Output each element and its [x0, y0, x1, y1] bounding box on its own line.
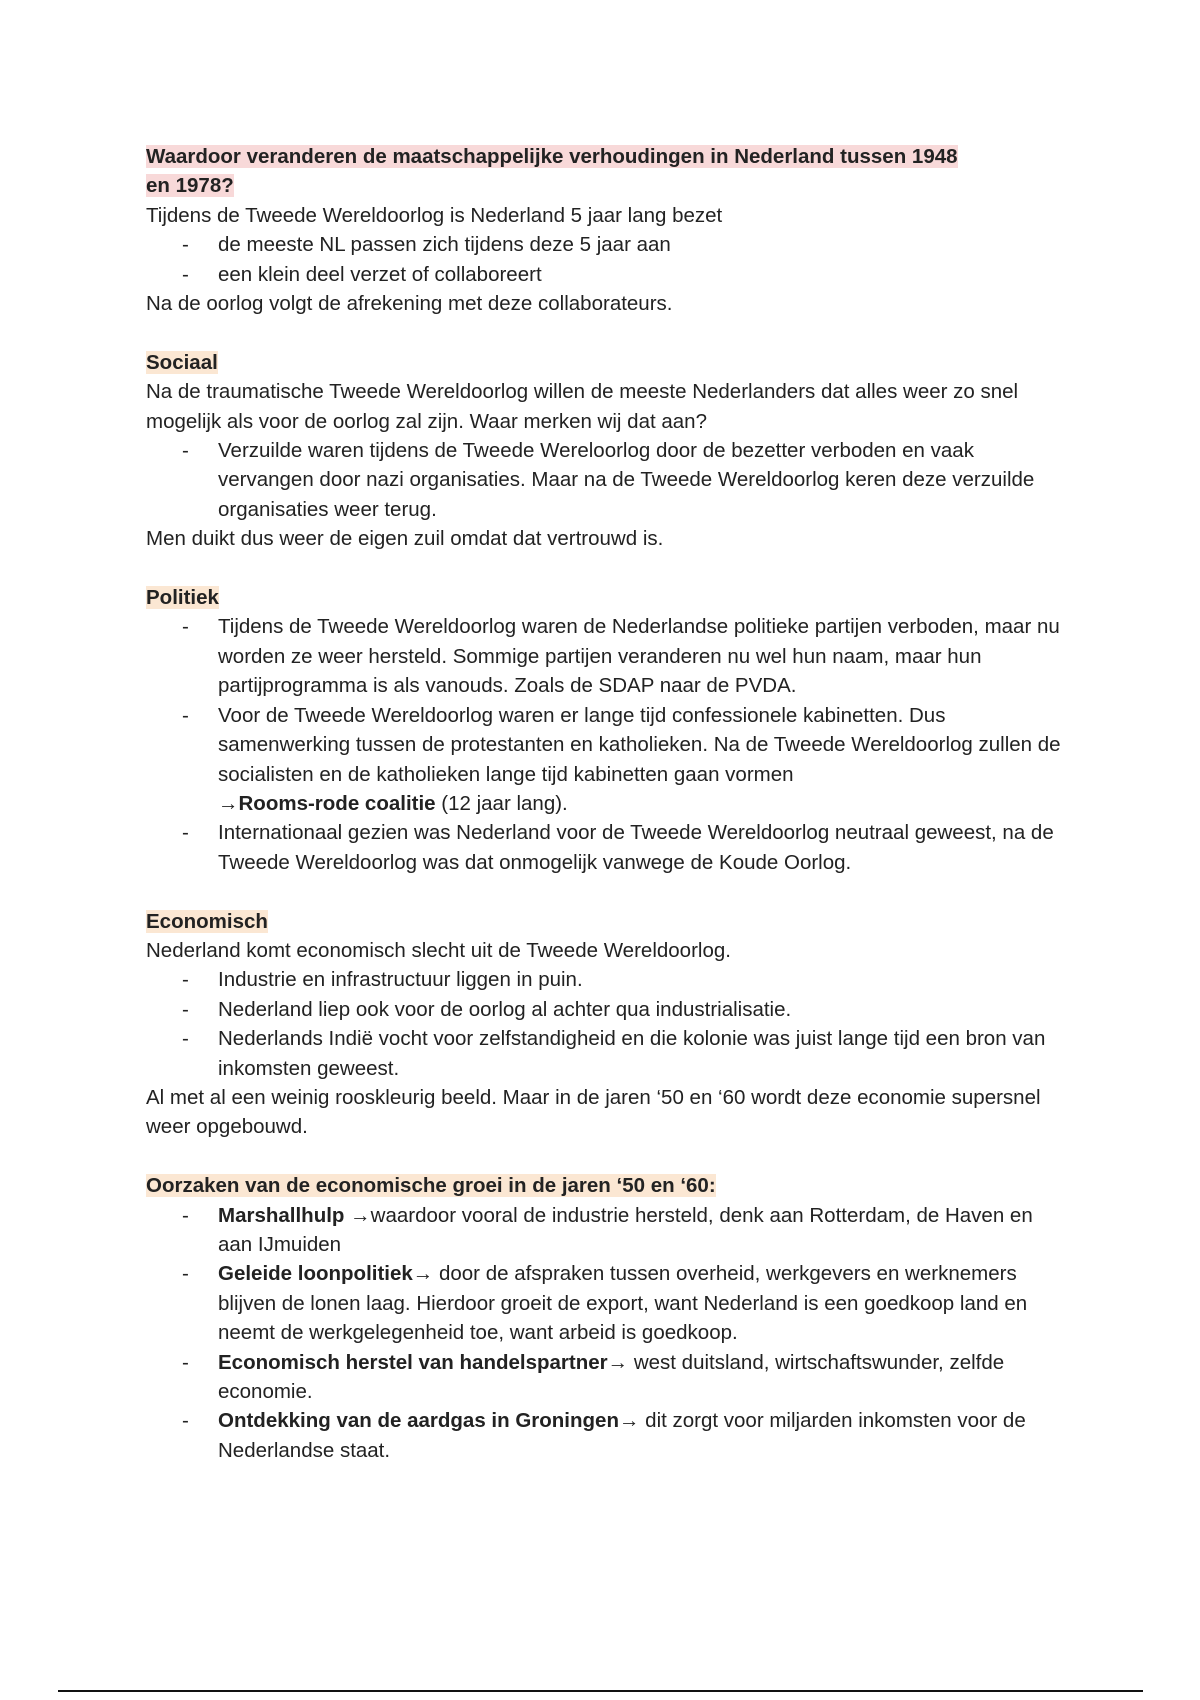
section-heading-politiek — [146, 583, 1066, 612]
list-item: - Internationaal gezien was Nederland voor de Tweede Wereldoorlog neutraal geweest, na de Tweede Wereldoorlog was dat onmogelijk vanwege de Koude Oorlog. — [146, 818, 1066, 877]
economisch-text: Nederland komt economisch slecht uit de Tweede Wereldoorlog. — [146, 938, 731, 962]
economisch-list — [146, 965, 1066, 1083]
title-line-2: en 1978? — [146, 174, 234, 198]
section-heading-economisch — [146, 907, 1066, 936]
item-bold: Economisch herstel van handelspartner — [218, 1350, 608, 1374]
sociaal-list — [146, 436, 1066, 524]
oorzaken-list — [146, 1201, 1066, 1466]
item-bold: Marshallhulp — [218, 1203, 345, 1227]
sociaal-text: Na de traumatische Tweede Wereldoorlog willen de meeste Nederlanders dat alles weer zo snel mogelijk als voor de oorlog zal zijn. Waar merken wij dat aan? — [146, 380, 1019, 433]
heading-text: Oorzaken van de economische groei in de jaren ‘50 en ‘60: — [146, 1174, 716, 1198]
list-item: - Industrie en infrastructuur liggen in puin. — [146, 965, 1066, 994]
heading-text: Sociaal — [146, 350, 218, 374]
list-item — [146, 1406, 1066, 1465]
item-bold: Ontdekking van de aardgas in Groningen — [218, 1409, 619, 1433]
title-line-1: Waardoor veranderen de maatschappelijke verhoudingen in Nederland tussen 1948 — [146, 145, 958, 168]
intro-text: Tijdens de Tweede Wereldoorlog is Nederland 5 jaar lang bezet — [146, 203, 723, 227]
page-bottom-divider — [58, 1690, 1143, 1692]
sociaal-outro: Men duikt dus weer de eigen zuil omdat dat vertrouwd is. — [146, 527, 664, 551]
section-heading-oorzaken — [146, 1171, 1066, 1200]
item-text: → west duitsland, wirtschaftswunder, zelfde economie. — [218, 1350, 1005, 1403]
item-text: → door de afspraken tussen overheid, werkgevers en werknemers blijven de lonen laag. Hierdoor groeit de export, want Nederland is een goedkoop land en neemt de werkgelegenheid toe, want arbeid is goedkoop. — [218, 1262, 1028, 1345]
heading-text: Economisch — [146, 909, 268, 933]
list-item: - Nederland liep ook voor de oorlog al achter qua industrialisatie. — [146, 995, 1066, 1024]
item-text: →waardoor vooral de industrie hersteld, denk aan Rotterdam, de Haven en aan IJmuiden — [218, 1203, 1033, 1256]
list-item — [146, 1201, 1066, 1260]
item-text: → dit zorgt voor miljarden inkomsten voor de Nederlandse staat. — [218, 1409, 1026, 1462]
list-item — [146, 1348, 1066, 1407]
item-tail: (12 jaar lang). — [435, 791, 568, 815]
list-item: - een klein deel verzet of collaboreert — [146, 260, 1066, 289]
list-item: - Nederlands Indië vocht voor zelfstandigheid en die kolonie was juist lange tijd een bron van inkomsten geweest. — [146, 1024, 1066, 1083]
intro-list — [146, 230, 1066, 289]
list-item: - Tijdens de Tweede Wereldoorlog waren de Nederlandse politieke partijen verboden, maar nu worden ze weer hersteld. Sommige partijen veranderen nu wel hun naam, maar hun partijprogramma is als vanouds. Zoals de SDAP naar de PVDA. — [146, 612, 1066, 700]
economisch-outro: Al met al een weinig rooskleurig beeld. Maar in de jaren ‘50 en ‘60 wordt deze economie supersnel weer opgebouwd. — [146, 1085, 1041, 1139]
list-item: - de meeste NL passen zich tijdens deze 5 jaar aan — [146, 230, 1066, 259]
list-item: - Verzuilde waren tijdens de Tweede Wereloorlog door de bezetter verboden en vaak vervangen door nazi organisaties. Maar na de Tweede Wereldoorlog keren deze verzuilde organisaties weer terug. — [146, 436, 1066, 524]
document-body — [146, 142, 1066, 1465]
section-heading-sociaal — [146, 348, 1066, 377]
list-item — [146, 701, 1066, 819]
item-bold: Geleide loonpolitiek — [218, 1262, 413, 1286]
page-title — [146, 142, 1066, 201]
item-text: Voor de Tweede Wereldoorlog waren er lange tijd confessionele kabinetten. Dus samenwerking tussen de protestanten en katholieken. Na de Tweede Wereldoorlog zullen de socialisten en de katholieken lange tijd kabinetten gaan vormen — [218, 703, 1061, 786]
item-bold: →Rooms-rode coalitie — [218, 791, 436, 815]
politiek-list — [146, 612, 1066, 877]
list-item — [146, 1259, 1066, 1347]
intro-outro: Na de oorlog volgt de afrekening met deze collaborateurs. — [146, 292, 673, 316]
heading-text: Politiek — [146, 586, 219, 610]
